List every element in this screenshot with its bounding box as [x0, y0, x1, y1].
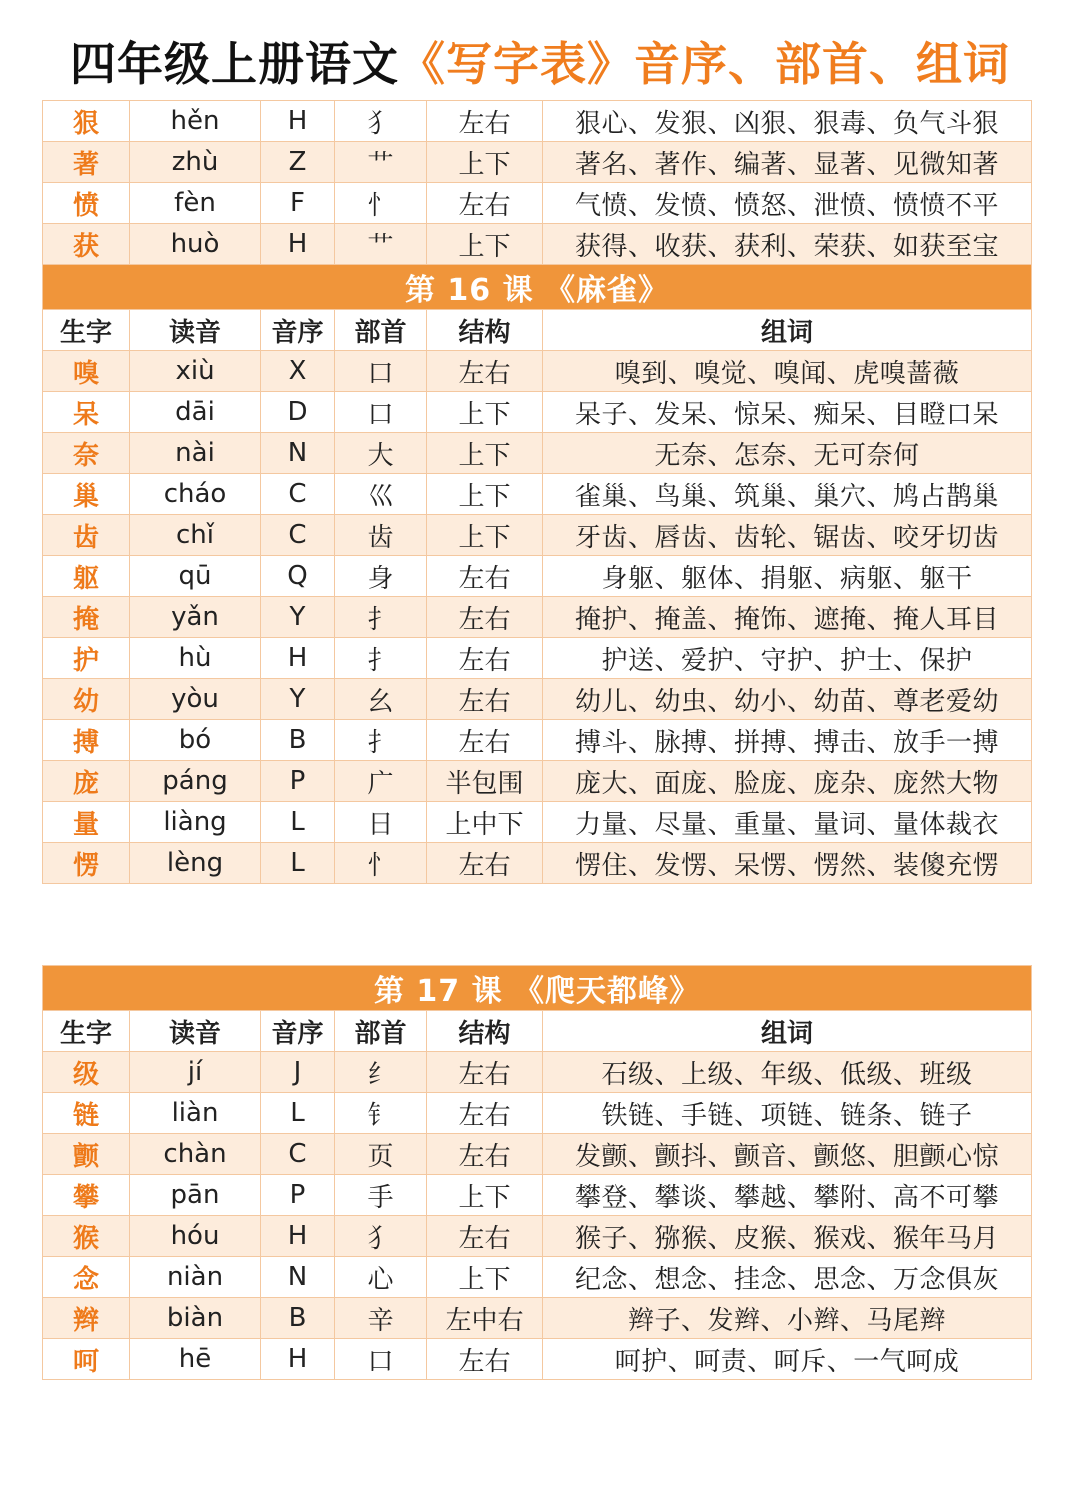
structure-cell: 上下: [427, 1257, 543, 1298]
structure-cell: 左右: [427, 183, 543, 224]
col-header-char: 生字: [43, 1011, 130, 1052]
order-cell: H: [261, 638, 335, 679]
page-title-main: 四年级上册语文: [70, 37, 399, 91]
pinyin-cell: lèng: [130, 843, 261, 884]
order-cell: F: [261, 183, 335, 224]
order-cell: H: [261, 1339, 335, 1380]
table-row: [43, 1134, 1032, 1175]
char-cell: 辫: [43, 1298, 130, 1339]
char-cell: 链: [43, 1093, 130, 1134]
pinyin-cell: huò: [130, 224, 261, 265]
col-header-pinyin: 读音: [130, 310, 261, 351]
table-row: [43, 224, 1032, 265]
table-row: [43, 1339, 1032, 1380]
radical-cell: 扌: [335, 638, 427, 679]
table-row: [43, 1093, 1032, 1134]
words-cell: 狠心、发狠、凶狠、狠毒、负气斗狠: [543, 101, 1032, 142]
pinyin-cell: jí: [130, 1052, 261, 1093]
pinyin-cell: liàn: [130, 1093, 261, 1134]
table-row: [43, 638, 1032, 679]
col-header-char: 生字: [43, 310, 130, 351]
pinyin-cell: hěn: [130, 101, 261, 142]
table-row: [43, 474, 1032, 515]
col-header-pinyin: 读音: [130, 1011, 261, 1052]
char-cell: 嗅: [43, 351, 130, 392]
structure-cell: 半包围: [427, 761, 543, 802]
order-cell: L: [261, 1093, 335, 1134]
structure-cell: 上下: [427, 433, 543, 474]
words-cell: 呆子、发呆、惊呆、痴呆、目瞪口呆: [543, 392, 1032, 433]
pinyin-cell: zhù: [130, 142, 261, 183]
radical-cell: 口: [335, 1339, 427, 1380]
order-cell: C: [261, 1134, 335, 1175]
col-header-words: 组词: [543, 1011, 1032, 1052]
col-header-radical: 部首: [335, 1011, 427, 1052]
page-title: [0, 28, 1080, 94]
radical-cell: 心: [335, 1257, 427, 1298]
char-cell: 庞: [43, 761, 130, 802]
column-header-row: [43, 1011, 1032, 1052]
words-cell: 获得、收获、获利、荣获、如获至宝: [543, 224, 1032, 265]
char-cell: 愣: [43, 843, 130, 884]
structure-cell: 上下: [427, 474, 543, 515]
order-cell: Q: [261, 556, 335, 597]
pinyin-cell: dāi: [130, 392, 261, 433]
table-row: [43, 515, 1032, 556]
structure-cell: 左右: [427, 556, 543, 597]
table-row: [43, 392, 1032, 433]
pinyin-cell: nài: [130, 433, 261, 474]
words-cell: 嗅到、嗅觉、嗅闻、虎嗅蔷薇: [543, 351, 1032, 392]
order-cell: Y: [261, 679, 335, 720]
structure-cell: 上下: [427, 1175, 543, 1216]
table-row: [43, 101, 1032, 142]
order-cell: N: [261, 1257, 335, 1298]
words-cell: 愣住、发愣、呆愣、愣然、装傻充愣: [543, 843, 1032, 884]
char-cell: 颤: [43, 1134, 130, 1175]
words-cell: 无奈、怎奈、无可奈何: [543, 433, 1032, 474]
structure-cell: 左右: [427, 351, 543, 392]
col-header-structure: 结构: [427, 1011, 543, 1052]
order-cell: Y: [261, 597, 335, 638]
table-row: [43, 761, 1032, 802]
order-cell: P: [261, 1175, 335, 1216]
table-row: [43, 1298, 1032, 1339]
table-row: [43, 843, 1032, 884]
char-cell: 搏: [43, 720, 130, 761]
words-cell: 发颤、颤抖、颤音、颤悠、胆颤心惊: [543, 1134, 1032, 1175]
char-cell: 躯: [43, 556, 130, 597]
words-cell: 辫子、发辫、小辫、马尾辫: [543, 1298, 1032, 1339]
column-header-row: [43, 310, 1032, 351]
radical-cell: 广: [335, 761, 427, 802]
vocab-table-lesson-16: [42, 100, 1032, 884]
table-row: [43, 679, 1032, 720]
order-cell: D: [261, 392, 335, 433]
radical-cell: 钅: [335, 1093, 427, 1134]
radical-cell: 辛: [335, 1298, 427, 1339]
structure-cell: 左右: [427, 679, 543, 720]
radical-cell: 艹: [335, 224, 427, 265]
char-cell: 护: [43, 638, 130, 679]
words-cell: 护送、爱护、守护、护士、保护: [543, 638, 1032, 679]
lesson-17-title: 第 17 课 《爬天都峰》: [43, 966, 1032, 1011]
structure-cell: 上下: [427, 142, 543, 183]
order-cell: L: [261, 802, 335, 843]
pinyin-cell: cháo: [130, 474, 261, 515]
words-cell: 呵护、呵责、呵斥、一气呵成: [543, 1339, 1032, 1380]
structure-cell: 左右: [427, 1216, 543, 1257]
table-row: [43, 1257, 1032, 1298]
col-header-order: 音序: [261, 310, 335, 351]
char-cell: 愤: [43, 183, 130, 224]
words-cell: 铁链、手链、项链、链条、链子: [543, 1093, 1032, 1134]
char-cell: 呆: [43, 392, 130, 433]
order-cell: H: [261, 101, 335, 142]
order-cell: L: [261, 843, 335, 884]
col-header-words: 组词: [543, 310, 1032, 351]
char-cell: 量: [43, 802, 130, 843]
pinyin-cell: páng: [130, 761, 261, 802]
order-cell: C: [261, 515, 335, 556]
table-row: [43, 142, 1032, 183]
structure-cell: 上下: [427, 515, 543, 556]
radical-cell: 艹: [335, 142, 427, 183]
radical-cell: 日: [335, 802, 427, 843]
pinyin-cell: hóu: [130, 1216, 261, 1257]
char-cell: 级: [43, 1052, 130, 1093]
order-cell: B: [261, 1298, 335, 1339]
radical-cell: 口: [335, 392, 427, 433]
radical-cell: 扌: [335, 597, 427, 638]
structure-cell: 左右: [427, 101, 543, 142]
char-cell: 巢: [43, 474, 130, 515]
structure-cell: 左右: [427, 1134, 543, 1175]
radical-cell: 幺: [335, 679, 427, 720]
pinyin-cell: hù: [130, 638, 261, 679]
pinyin-cell: niàn: [130, 1257, 261, 1298]
words-cell: 力量、尽量、重量、量词、量体裁衣: [543, 802, 1032, 843]
pinyin-cell: yòu: [130, 679, 261, 720]
char-cell: 掩: [43, 597, 130, 638]
words-cell: 雀巢、鸟巢、筑巢、巢穴、鸠占鹊巢: [543, 474, 1032, 515]
order-cell: J: [261, 1052, 335, 1093]
words-cell: 气愤、发愤、愤怒、泄愤、愤愤不平: [543, 183, 1032, 224]
order-cell: H: [261, 224, 335, 265]
words-cell: 庞大、面庞、脸庞、庞杂、庞然大物: [543, 761, 1032, 802]
table-row: [43, 183, 1032, 224]
radical-cell: 纟: [335, 1052, 427, 1093]
radical-cell: 巛: [335, 474, 427, 515]
char-cell: 猴: [43, 1216, 130, 1257]
col-header-structure: 结构: [427, 310, 543, 351]
table-row: [43, 433, 1032, 474]
table-row: [43, 351, 1032, 392]
words-cell: 纪念、想念、挂念、思念、万念俱灰: [543, 1257, 1032, 1298]
structure-cell: 左右: [427, 843, 543, 884]
words-cell: 搏斗、脉搏、拼搏、搏击、放手一搏: [543, 720, 1032, 761]
radical-cell: 扌: [335, 720, 427, 761]
words-cell: 掩护、掩盖、掩饰、遮掩、掩人耳目: [543, 597, 1032, 638]
char-cell: 著: [43, 142, 130, 183]
pinyin-cell: pān: [130, 1175, 261, 1216]
radical-cell: 大: [335, 433, 427, 474]
structure-cell: 上下: [427, 392, 543, 433]
table-row: [43, 720, 1032, 761]
words-cell: 石级、上级、年级、低级、班级: [543, 1052, 1032, 1093]
char-cell: 奈: [43, 433, 130, 474]
structure-cell: 左中右: [427, 1298, 543, 1339]
radical-cell: 忄: [335, 843, 427, 884]
char-cell: 攀: [43, 1175, 130, 1216]
char-cell: 念: [43, 1257, 130, 1298]
order-cell: N: [261, 433, 335, 474]
order-cell: B: [261, 720, 335, 761]
char-cell: 呵: [43, 1339, 130, 1380]
char-cell: 狠: [43, 101, 130, 142]
structure-cell: 左右: [427, 638, 543, 679]
radical-cell: 手: [335, 1175, 427, 1216]
pinyin-cell: yǎn: [130, 597, 261, 638]
structure-cell: 左右: [427, 1093, 543, 1134]
radical-cell: 忄: [335, 183, 427, 224]
structure-cell: 上下: [427, 224, 543, 265]
table-row: [43, 1216, 1032, 1257]
words-cell: 牙齿、唇齿、齿轮、锯齿、咬牙切齿: [543, 515, 1032, 556]
radical-cell: 口: [335, 351, 427, 392]
pinyin-cell: bó: [130, 720, 261, 761]
words-cell: 猴子、猕猴、皮猴、猴戏、猴年马月: [543, 1216, 1032, 1257]
order-cell: H: [261, 1216, 335, 1257]
words-cell: 著名、著作、编著、显著、见微知著: [543, 142, 1032, 183]
table-row: [43, 802, 1032, 843]
words-cell: 幼儿、幼虫、幼小、幼苗、尊老爱幼: [543, 679, 1032, 720]
pinyin-cell: biàn: [130, 1298, 261, 1339]
lesson-16-header: [43, 265, 1032, 310]
order-cell: Z: [261, 142, 335, 183]
table-row: [43, 597, 1032, 638]
structure-cell: 左右: [427, 720, 543, 761]
radical-cell: 身: [335, 556, 427, 597]
words-cell: 身躯、躯体、捐躯、病躯、躯干: [543, 556, 1032, 597]
table-row: [43, 556, 1032, 597]
structure-cell: 左右: [427, 1339, 543, 1380]
char-cell: 获: [43, 224, 130, 265]
pinyin-cell: fèn: [130, 183, 261, 224]
table-row: [43, 1052, 1032, 1093]
radical-cell: 齿: [335, 515, 427, 556]
pinyin-cell: xiù: [130, 351, 261, 392]
order-cell: X: [261, 351, 335, 392]
char-cell: 齿: [43, 515, 130, 556]
structure-cell: 上中下: [427, 802, 543, 843]
vocab-table-lesson-17: [42, 965, 1032, 1380]
order-cell: C: [261, 474, 335, 515]
col-header-order: 音序: [261, 1011, 335, 1052]
pinyin-cell: chàn: [130, 1134, 261, 1175]
lesson-17-header: [43, 966, 1032, 1011]
page-title-accent: 《写字表》音序、部首、组词: [399, 37, 1010, 91]
radical-cell: 页: [335, 1134, 427, 1175]
pinyin-cell: liàng: [130, 802, 261, 843]
char-cell: 幼: [43, 679, 130, 720]
radical-cell: 犭: [335, 101, 427, 142]
radical-cell: 犭: [335, 1216, 427, 1257]
order-cell: P: [261, 761, 335, 802]
words-cell: 攀登、攀谈、攀越、攀附、高不可攀: [543, 1175, 1032, 1216]
structure-cell: 左右: [427, 597, 543, 638]
col-header-radical: 部首: [335, 310, 427, 351]
lesson-16-title: 第 16 课 《麻雀》: [43, 265, 1032, 310]
pinyin-cell: qū: [130, 556, 261, 597]
pinyin-cell: hē: [130, 1339, 261, 1380]
pinyin-cell: chǐ: [130, 515, 261, 556]
structure-cell: 左右: [427, 1052, 543, 1093]
table-row: [43, 1175, 1032, 1216]
